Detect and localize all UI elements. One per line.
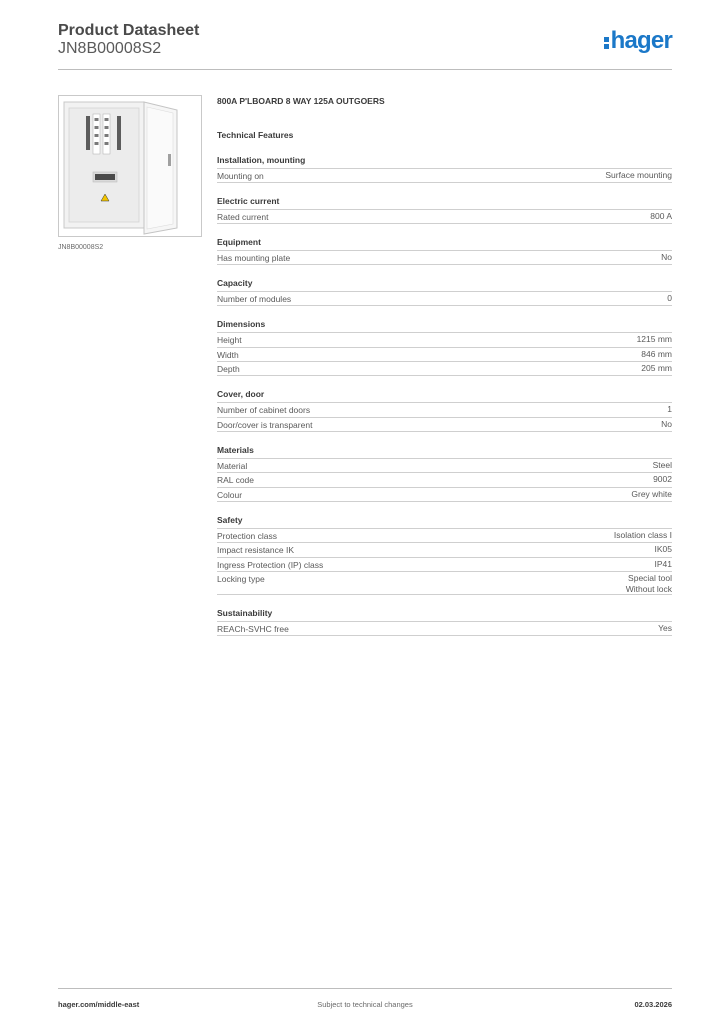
feature-value [667, 293, 672, 305]
feature-label: REACh-SVHC free [217, 624, 289, 634]
feature-row [217, 209, 672, 224]
feature-value-line: IP41 [654, 558, 672, 569]
feature-value [661, 252, 672, 264]
feature-row [217, 250, 672, 265]
feature-value [631, 489, 672, 501]
feature-value-line: 800 A [650, 211, 672, 221]
feature-value [653, 460, 672, 473]
feature-value-line: Surface mounting [605, 170, 672, 180]
feature-value-line: Special tool [628, 573, 672, 583]
feature-value [637, 334, 672, 347]
feature-section [217, 389, 672, 432]
features-panel [217, 96, 672, 636]
hager-logo [604, 27, 672, 55]
feature-label: Rated current [217, 212, 269, 222]
feature-section [217, 445, 672, 502]
document-title: Product Datasheet [58, 22, 200, 39]
feature-value-line: Grey white [631, 488, 672, 499]
feature-value-line: IK05 [654, 544, 672, 554]
section-title: Safety [217, 514, 243, 525]
feature-label: Material [217, 460, 248, 471]
feature-value-line: 1 [667, 404, 672, 414]
feature-row [217, 361, 672, 376]
feature-row [217, 621, 672, 636]
feature-value [641, 349, 672, 362]
feature-row [217, 347, 672, 362]
feature-label: Height [217, 335, 242, 345]
feature-row [217, 402, 672, 417]
feature-label: Protection class [217, 530, 277, 541]
footer-website-link[interactable]: hager.com/middle-east [58, 1000, 140, 1009]
feature-label: Ingress Protection (IP) class [217, 559, 324, 570]
section-title: Dimensions [217, 319, 266, 329]
feature-label: Door/cover is transparent [217, 419, 313, 430]
footer-date: 02.03.2026 [634, 1000, 672, 1009]
feature-label: Width [217, 349, 239, 360]
feature-section [217, 155, 672, 183]
image-caption: JN8B00008S2 [58, 244, 104, 251]
section-title: Materials [217, 444, 254, 455]
logo-wordmark: hager [610, 27, 672, 54]
feature-section [217, 196, 672, 224]
section-title: Sustainability [217, 608, 273, 618]
feature-value-line: 1215 mm [636, 334, 672, 344]
feature-sections [217, 155, 672, 636]
section-title: Capacity [217, 278, 253, 288]
feature-value [667, 404, 672, 417]
page-footer [58, 988, 672, 1016]
feature-row [217, 557, 672, 572]
feature-value-line: Yes [658, 623, 672, 633]
feature-value-line: 846 mm [641, 348, 672, 359]
feature-row [217, 417, 672, 432]
feature-section [217, 515, 672, 596]
distribution-board-illustration [59, 96, 201, 236]
feature-label: Has mounting plate [217, 253, 291, 263]
section-title: Installation, mounting [217, 155, 306, 165]
feature-value-line: 0 [667, 293, 672, 303]
footer-notice: Subject to technical changes [317, 1000, 413, 1009]
technical-features-heading: Technical Features [217, 130, 294, 140]
feature-value [658, 623, 672, 635]
feature-value [655, 544, 673, 557]
section-title: Cover, door [217, 389, 265, 399]
feature-value-line: Isolation class I [613, 529, 672, 540]
feature-row [217, 528, 672, 543]
feature-value [626, 573, 672, 594]
feature-section [217, 278, 672, 306]
feature-label: Impact resistance IK [217, 545, 295, 555]
feature-row [217, 168, 672, 183]
feature-section [217, 237, 672, 265]
feature-value [653, 474, 672, 487]
feature-value [661, 419, 672, 431]
feature-row [217, 332, 672, 347]
feature-value-line: No [661, 418, 672, 429]
product-name: 800A P'LBOARD 8 WAY 125A OUTGOERS [217, 96, 385, 106]
feature-value [641, 363, 672, 375]
feature-label: Colour [217, 489, 243, 500]
feature-label: Mounting on [217, 171, 264, 181]
feature-row [217, 458, 672, 473]
section-title: Electric current [217, 196, 280, 206]
feature-section [217, 319, 672, 376]
feature-section [217, 608, 672, 636]
feature-value-line: 9002 [653, 474, 672, 484]
feature-value [650, 211, 672, 223]
feature-label: Number of modules [217, 294, 292, 304]
feature-label: RAL code [217, 475, 255, 485]
feature-value-line: No [661, 252, 672, 262]
feature-value-line: Without lock [625, 583, 672, 594]
product-code: JN8B00008S2 [58, 40, 162, 57]
feature-label: Number of cabinet doors [217, 405, 311, 415]
feature-row [217, 472, 672, 487]
feature-value [614, 530, 672, 543]
logo-colon-icon [604, 37, 609, 49]
section-title: Equipment [217, 237, 261, 247]
feature-label: Depth [217, 364, 240, 374]
feature-value [655, 559, 673, 572]
feature-value-line: 205 mm [641, 363, 672, 373]
feature-label: Locking type [217, 574, 265, 584]
feature-row [217, 571, 672, 595]
product-image [58, 95, 202, 237]
feature-value-line: Steel [652, 459, 672, 470]
feature-row [217, 542, 672, 557]
feature-row [217, 291, 672, 306]
page-header [58, 20, 672, 70]
feature-row [217, 487, 672, 502]
feature-value [605, 170, 672, 182]
